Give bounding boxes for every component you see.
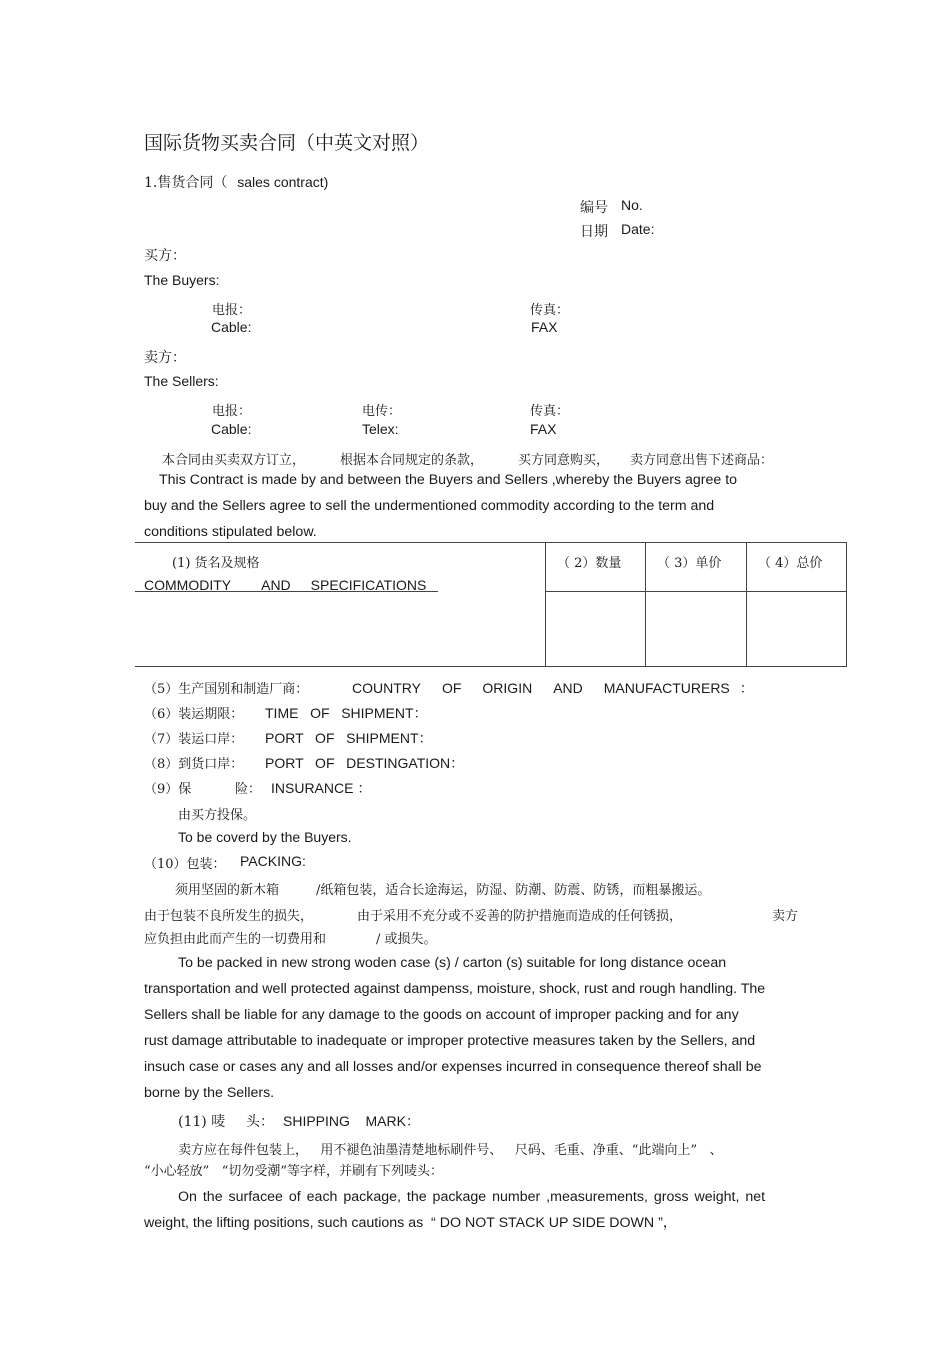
sellers-label-cn: 卖方： [144,350,186,366]
clause10-body-cn-1b: /纸箱包装，适合长途海运，防湿、防潮、防震、防锈，而粗暴搬运。 [316,883,711,898]
clause9-cn-b: 险： [235,782,262,797]
clause10-body-cn-3b: / 或损失。 [376,932,437,947]
section-label-en: sales contract) [237,174,329,190]
clause10-body-cn-1a: 须用坚固的新木箱 [175,883,280,898]
clause11-body-en-2: weight, the lifting positions, such cautions as “ DO NOT STACK UP SIDE DOWN ”， [144,1215,677,1231]
c5-en-w3: ORIGIN [482,680,533,696]
buyers-cable-en: Cable: [211,319,252,335]
clause10-body-cn-3a: 应负担由此而产生的一切费用和 [144,932,327,947]
clause11-label-a: (11) 唛 [178,1114,226,1130]
clause10-body-cn-2b: 由于采用不充分或不妥善的防护措施而造成的任何锈损， [357,909,683,924]
sellers-cable-en: Cable: [211,421,252,437]
section-label-cn: 1.售货合同（ [144,175,228,191]
clause6-cn: （6）装运期限： [144,707,244,722]
buyers-fax-cn: 传真： [530,303,570,318]
clause11-body-cn-1: 卖方应在每件包装上， 用不褪色油墨清楚地标刷件号、 尺码、毛重、净重、“此端向上” 、 [178,1143,723,1158]
contract-no-label-cn: 编号 [580,200,608,216]
contract-date-label-en: Date: [621,221,655,237]
clause10-body-cn-2c: 卖方 [772,909,799,924]
table-col-divider-2 [645,542,646,667]
sellers-fax-en: FAX [530,421,557,437]
contract-no-label-en: No. [621,197,643,213]
clause10-body-en-5: insuch case or cases any and all losses and/or expenses incurred in consequence thereof shall be [144,1059,762,1075]
intro-cn-3: 买方同意购买， [518,453,610,468]
section-sales-contract [144,172,328,192]
clause5-cn: （5）生产国别和制造厂商： [144,682,309,697]
c5-en-w6: ： [739,680,754,696]
clause10-cn: （10）包装： [144,857,226,872]
clause10-body-en-1: To be packed in new strong woden case (s) / carton (s) suitable for long distance ocean [178,955,727,971]
clause10-en: PACKING: [240,853,306,869]
clause8-en: PORT OF DESTINGATION： [265,755,465,771]
table-top-border [135,542,847,543]
clause11-en: SHIPPING MARK： [283,1113,420,1129]
intro-cn-1: 本合同由买卖双方订立， [162,453,306,468]
table-header-divider [545,591,847,592]
c5-en-w1: COUNTRY [352,680,421,696]
col1-en-word-3: SPECIFICATIONS [310,577,427,593]
clause7-en: PORT OF SHIPMENT： [265,730,433,746]
table-col4-header: （ 4）总价 [758,556,823,571]
buyers-label-en: The Buyers: [144,272,220,288]
clause7-cn: （7）装运口岸： [144,732,244,747]
clause10-body-en-4: rust damage attributable to inadequate or improper protective measures taken by the Sellers, and [144,1033,756,1049]
table-col3-header: （ 3）单价 [657,556,722,571]
clause9-body-en: To be coverd by the Buyers. [178,829,352,845]
table-col1-header-en [144,577,426,593]
clause8-cn: （8）到货口岸： [144,757,244,772]
clause11-body-cn-2: “小心轻放” “切勿受潮”等字样，并刷有下列唛头： [144,1164,443,1179]
table-col-divider-3 [746,542,747,667]
document-title: 国际货物买卖合同（中英文对照） [144,132,430,154]
c5-en-w5: MANUFACTURERS [603,680,730,696]
clause10-body-cn-2a: 由于包装不良所发生的损失， [144,909,314,924]
intro-cn-2: 根据本合同规定的条款， [340,453,484,468]
clause9-en: INSURANCE ： [271,780,372,796]
table-col2-header: （ 2）数量 [557,556,622,571]
col1-en-word-1: COMMODITY [144,577,232,593]
buyers-label-cn: 买方： [144,248,186,264]
clause11-label-b: 头： [246,1114,274,1130]
buyers-cable-cn: 电报： [212,303,252,318]
table-right-border [846,542,847,667]
table-bottom-border [135,666,847,667]
clause9-cn-a: （9）保 [144,782,192,797]
intro-en-line-2: buy and the Sellers agree to sell the undermentioned commodity according to the term and [144,498,715,514]
c5-en-w4: AND [553,680,583,696]
contract-date-label-cn: 日期 [580,224,608,240]
intro-en-line-1: This Contract is made by and between the Buyers and Sellers ,whereby the Buyers agree to [159,472,738,488]
sellers-cable-cn: 电报： [212,404,252,419]
col1-en-word-2: AND [261,577,291,593]
table-col1-header-cn: (1) 货名及规格 [172,556,260,571]
sellers-telex-en: Telex: [362,421,399,437]
clause5-en [352,678,754,698]
intro-cn-4: 卖方同意出售下述商品： [630,453,774,468]
sellers-label-en: The Sellers: [144,373,219,389]
intro-en-line-3: conditions stipulated below. [144,524,317,540]
sellers-fax-cn: 传真： [530,404,570,419]
clause6-en: TIME OF SHIPMENT： [265,705,428,721]
c5-en-w2: OF [441,680,462,696]
clause10-body-en-2: transportation and well protected against dampenss, moisture, shock, rust and rough handling. The [144,981,766,997]
clause11-body-en-1: On the surfacee of each package, the package number ,measurements, gross weight, net [178,1189,766,1205]
clause9-body-cn: 由买方投保。 [178,808,257,823]
clause10-body-en-3: Sellers shall be liable for any damage to the goods on account of improper packing and for any [144,1007,739,1023]
buyers-fax-en: FAX [531,319,558,335]
clause10-body-en-6: borne by the Sellers. [144,1085,275,1101]
table-col-divider-1 [545,542,546,667]
sellers-telex-cn: 电传： [362,404,402,419]
